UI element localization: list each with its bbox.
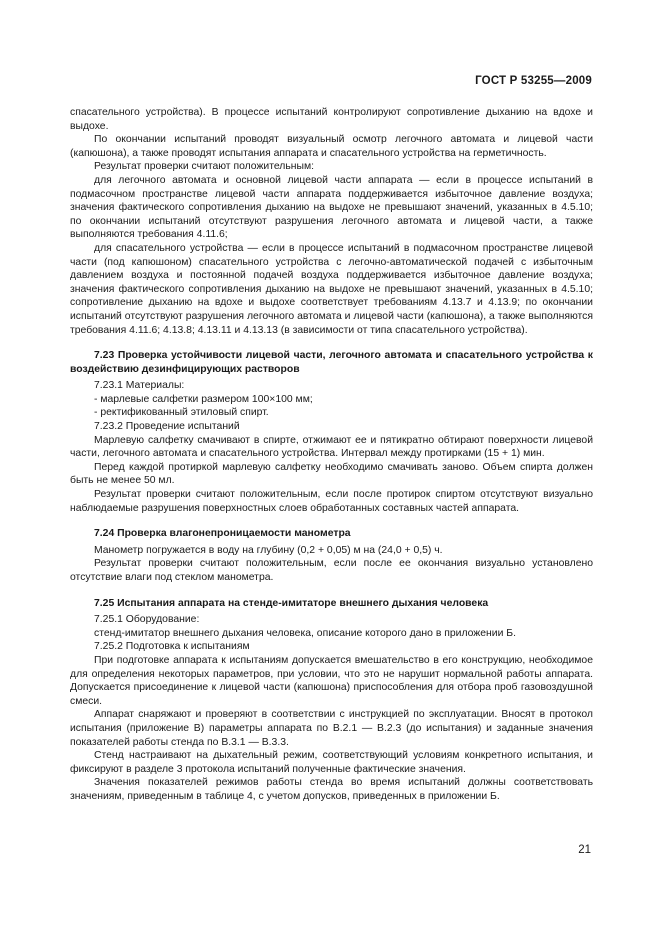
paragraph: При подготовке аппарата к испытаниям допускается вмешательство в его конструкцию, необходимое для определения некоторых параметров, при условии, что это не нарушит нормальной работы аппарата. Допускается присоединение к лицевой части (капюшона) приспособления для отбора проб газовоздушной смеси. bbox=[70, 654, 593, 707]
paragraph: Результат проверки считают положительным, если после протирок спиртом отсутствуют визуально наблюдаемые разрушения поверхностных слоев обработанных составных частей аппарата. bbox=[70, 489, 593, 514]
paragraph: Стенд настраивают на дыхательный режим, соответствующий условиям конкретного испытания, и фиксируют в разделе 3 протокола испытаний полученные фактические значения. bbox=[70, 750, 593, 775]
document-body bbox=[70, 106, 593, 804]
paragraph: 7.23.1 Материалы: bbox=[94, 380, 185, 392]
paragraph: 7.25.1 Оборудование: bbox=[94, 614, 200, 626]
paragraph: - марлевые салфетки размером 100×100 мм; bbox=[94, 393, 313, 405]
paragraph: для легочного автомата и основной лицевой части аппарата — если в процессе испытаний в подмасочном пространстве лицевой части аппарата поддерживается избыточное давление воздуха; значения фактического сопротивления дыханию на выдохе не превышают значений, указанных в 4.5.10; по окончании испытаний отсутствуют разрушения легочного автомата и лицевой части, а также выполняются требования 4.11.6; bbox=[70, 174, 593, 241]
paragraph: для спасательного устройства — если в процессе испытаний в подмасочном пространстве лицевой части (под капюшоном) спасательного устройства с легочно-автоматической подачей с избыточным давлением воздуха и постоянной подачей воздуха поддерживается избыточное давление воздуха; значения фактического сопротивления дыханию на выдохе не превышают значений, указанных в 4.5.10; сопротивление дыханию на вдохе и выдохе соответствует требованиям 4.13.7 и 4.13.9; по окончании испытаний отсутствуют разрушения легочного автомата и лицевой части (капюшона), а также выполняются требования 4.11.6; 4.13.8; 4.13.11 и 4.13.13 (в зависимости от типа спасательного устройства). bbox=[70, 242, 593, 336]
section-heading: 7.23 Проверка устойчивости лицевой части, легочного автомата и спасательного устройства к воздействию дезинфицирующих растворов bbox=[70, 350, 593, 375]
paragraph: Результат проверки считают положительным, если после ее окончания визуально установлено отсутствие влаги под стеклом манометра. bbox=[70, 558, 593, 583]
paragraph: Значения показателей режимов работы стенда во время испытаний должны соответствовать значениям, приведенным в таблице 4, с учетом допусков, приведенных в приложении Б. bbox=[70, 777, 593, 802]
paragraph: Результат проверки считают положительным: bbox=[94, 161, 315, 173]
paragraph: спасательного устройства). В процессе испытаний контролируют сопротивление дыханию на вдохе и выдохе. bbox=[70, 107, 593, 132]
paragraph: 7.25.2 Подготовка к испытаниям bbox=[94, 641, 250, 653]
section-heading: 7.24 Проверка влагонепроницаемости манометра bbox=[94, 528, 351, 540]
paragraph: По окончании испытаний проводят визуальный осмотр легочного автомата и лицевой части (капюшона), а также проводят испытания аппарата и спасательного устройства на герметичность. bbox=[70, 134, 593, 159]
paragraph: Манометр погружается в воду на глубину (0,2 + 0,05) м на (24,0 + 0,5) ч. bbox=[94, 544, 443, 556]
paragraph: стенд-имитатор внешнего дыхания человека, описание которого дано в приложении Б. bbox=[94, 627, 516, 639]
page-number: 21 bbox=[578, 844, 591, 856]
paragraph: - ректификованный этиловый спирт. bbox=[94, 407, 269, 419]
paragraph: 7.23.2 Проведение испытаний bbox=[94, 421, 240, 433]
standard-header: ГОСТ Р 53255—2009 bbox=[475, 75, 592, 87]
paragraph: Марлевую салфетку смачивают в спирте, отжимают ее и пятикратно обтирают поверхности лицевой части, легочного автомата и спасательного устройства. Интервал между протирками (15 + 1) мин. bbox=[70, 434, 593, 460]
paragraph: Перед каждой протиркой марлевую салфетку необходимо смачивать заново. Объем спирта должен быть не менее 50 мл. bbox=[70, 461, 593, 487]
paragraph: Аппарат снаряжают и проверяют в соответствии с инструкцией по эксплуатации. Вносят в протокол испытания (приложение В) параметры аппарата по В.2.1 — В.2.3 (до испытания) и заданные значения показателей работы стенда по В.3.1 — В.3.3. bbox=[70, 709, 593, 748]
section-heading: 7.25 Испытания аппарата на стенде-имитаторе внешнего дыхания человека bbox=[94, 597, 489, 609]
